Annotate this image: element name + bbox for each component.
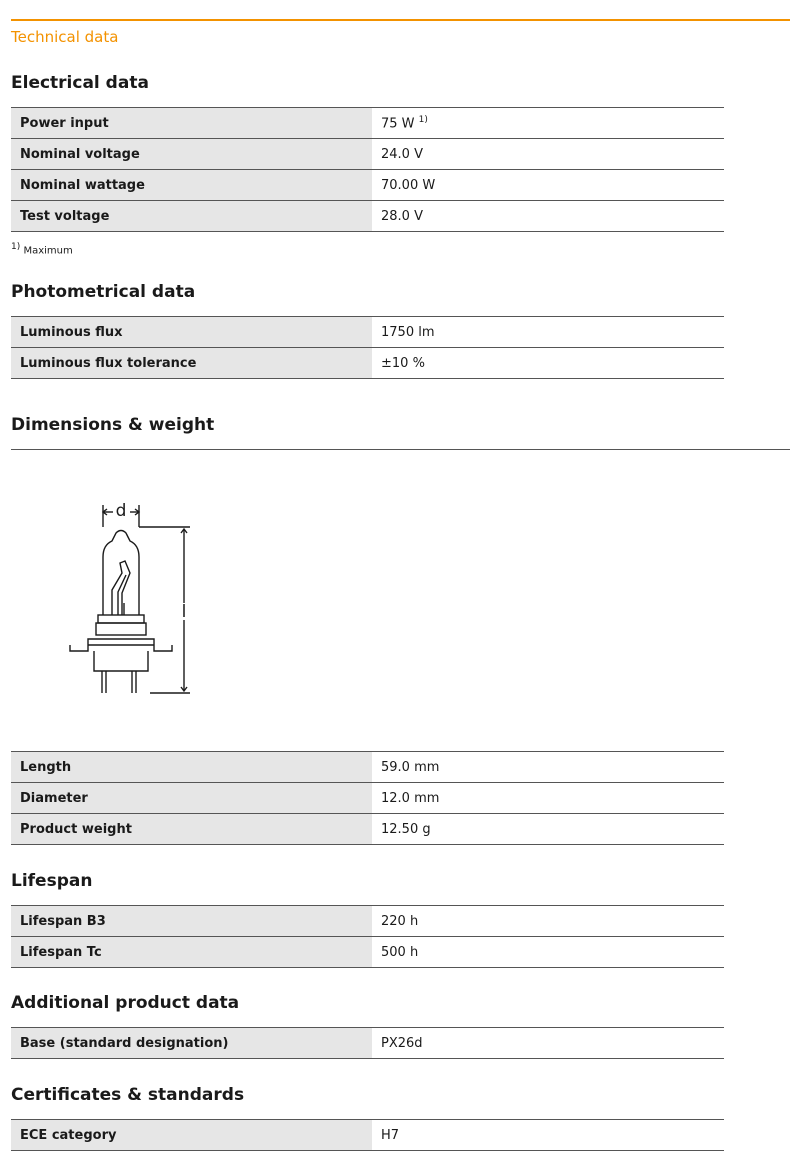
row-label: Power input bbox=[11, 108, 372, 139]
table-row bbox=[11, 1120, 724, 1151]
table-row bbox=[11, 170, 724, 201]
dimensions-table bbox=[11, 751, 724, 845]
bulb-dimension-drawing bbox=[60, 495, 200, 709]
additional-table bbox=[11, 1027, 724, 1059]
row-value: 12.50 g bbox=[372, 814, 724, 845]
table-row bbox=[11, 139, 724, 170]
row-label: ECE category bbox=[11, 1120, 372, 1151]
table-row bbox=[11, 752, 724, 783]
row-label: Product weight bbox=[11, 814, 372, 845]
dimensions-section-title: Dimensions & weight bbox=[11, 415, 215, 435]
lifespan-table bbox=[11, 905, 724, 968]
row-label: Luminous flux tolerance bbox=[11, 348, 372, 379]
certificates-section-title: Certificates & standards bbox=[11, 1085, 245, 1105]
top-accent-rule bbox=[11, 19, 790, 21]
table-row bbox=[11, 906, 724, 937]
row-value: 12.0 mm bbox=[372, 783, 724, 814]
electrical-section-title: Electrical data bbox=[11, 73, 149, 93]
diameter-label: d bbox=[115, 501, 127, 521]
page-heading: Technical data bbox=[11, 28, 119, 46]
row-value: 500 h bbox=[372, 937, 724, 968]
footnote-ref: 1) bbox=[418, 114, 428, 125]
lifespan-section-title: Lifespan bbox=[11, 871, 93, 891]
row-label: Nominal voltage bbox=[11, 139, 372, 170]
row-value: 28.0 V bbox=[372, 201, 724, 232]
length-label: l bbox=[181, 602, 187, 622]
photometrical-section-title: Photometrical data bbox=[11, 282, 196, 302]
photometrical-table bbox=[11, 316, 724, 379]
h7-bulb-diagram bbox=[60, 495, 200, 705]
row-label: Luminous flux bbox=[11, 317, 372, 348]
table-row bbox=[11, 783, 724, 814]
row-label: Lifespan B3 bbox=[11, 906, 372, 937]
footnote bbox=[11, 242, 73, 256]
table-row bbox=[11, 201, 724, 232]
table-row bbox=[11, 317, 724, 348]
footnote-text: Maximum bbox=[23, 245, 73, 257]
table-row bbox=[11, 1028, 724, 1059]
row-value bbox=[372, 108, 724, 139]
section-divider bbox=[11, 449, 790, 450]
table-row bbox=[11, 348, 724, 379]
certificates-table bbox=[11, 1119, 724, 1151]
row-value: PX26d bbox=[372, 1028, 724, 1059]
row-value: ±10 % bbox=[372, 348, 724, 379]
row-label: Test voltage bbox=[11, 201, 372, 232]
row-label: Length bbox=[11, 752, 372, 783]
power-input-value: 75 W bbox=[381, 116, 415, 132]
table-row bbox=[11, 814, 724, 845]
row-value: 24.0 V bbox=[372, 139, 724, 170]
row-value: 70.00 W bbox=[372, 170, 724, 201]
row-label: Base (standard designation) bbox=[11, 1028, 372, 1059]
row-label: Diameter bbox=[11, 783, 372, 814]
footnote-marker: 1) bbox=[11, 242, 21, 252]
table-row bbox=[11, 108, 724, 139]
table-row bbox=[11, 937, 724, 968]
row-value: 220 h bbox=[372, 906, 724, 937]
additional-section-title: Additional product data bbox=[11, 993, 240, 1013]
row-label: Nominal wattage bbox=[11, 170, 372, 201]
row-value: 59.0 mm bbox=[372, 752, 724, 783]
row-value: H7 bbox=[372, 1120, 724, 1151]
electrical-table bbox=[11, 107, 724, 232]
row-label: Lifespan Tc bbox=[11, 937, 372, 968]
row-value: 1750 lm bbox=[372, 317, 724, 348]
